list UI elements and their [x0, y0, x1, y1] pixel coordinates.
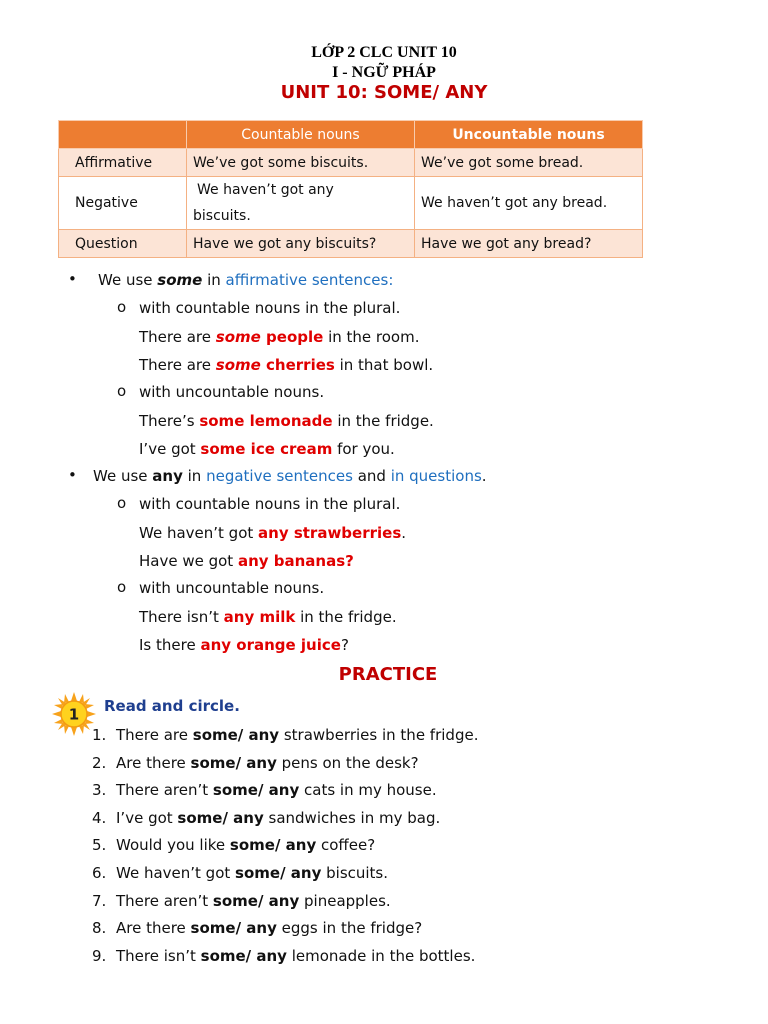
- table-cell: Question: [59, 230, 187, 258]
- sub-bullet-icon: o: [117, 494, 127, 512]
- exercise-number: 9.: [92, 946, 107, 965]
- example-line: [139, 607, 397, 627]
- text: There aren’t: [116, 891, 213, 910]
- text: in the fridge.: [295, 608, 397, 626]
- table-cell: [187, 177, 415, 230]
- text: in: [202, 271, 226, 289]
- text: pineapples.: [299, 891, 391, 910]
- text: in: [182, 467, 207, 485]
- practice-title: PRACTICE: [338, 664, 438, 685]
- keyword: some lemonade: [199, 412, 333, 430]
- example-line: [139, 551, 354, 571]
- table-header-cell: Countable nouns: [187, 121, 415, 149]
- keyword: people: [260, 328, 324, 346]
- exercise-number: 8.: [92, 919, 107, 938]
- keyword: some: [215, 328, 261, 346]
- table-cell-line: biscuits.: [193, 208, 251, 224]
- table-cell-line: We haven’t got any: [197, 182, 334, 198]
- example-line: [139, 411, 434, 431]
- table-cell: We haven’t got any bread.: [415, 177, 643, 230]
- text: We use: [98, 271, 158, 289]
- circle-choice[interactable]: some/ any: [177, 808, 264, 827]
- table-cell: Have we got any biscuits?: [187, 230, 415, 258]
- table-row: [59, 149, 643, 177]
- keyword: any: [152, 467, 183, 485]
- table-cell: We’ve got some biscuits.: [187, 149, 415, 177]
- page-title: UNIT 10: SOME/ ANY: [280, 82, 488, 103]
- exercise-number: 3.: [92, 781, 107, 800]
- text: Is there: [139, 636, 201, 654]
- any-sub-2: with uncountable nouns.: [139, 579, 325, 597]
- exercise-number: 1.: [92, 726, 107, 744]
- keyword: any bananas?: [237, 552, 354, 570]
- example-line: [139, 327, 419, 347]
- table-header-row: [59, 121, 643, 149]
- exercise-item: [92, 946, 475, 966]
- text: strawberries in the fridge.: [279, 726, 479, 744]
- exercise-number: 4.: [92, 808, 107, 827]
- text: coffee?: [316, 836, 376, 855]
- keyword: some: [157, 271, 203, 289]
- text: I’ve got: [139, 440, 201, 458]
- table-cell: Affirmative: [59, 149, 187, 177]
- text: sandwiches in my bag.: [263, 808, 441, 827]
- text: There are: [139, 328, 216, 346]
- text: We haven’t got: [116, 864, 236, 882]
- table-row: [59, 230, 643, 258]
- bullet-icon: •: [68, 270, 77, 288]
- exercise-instruction: Read and circle.: [104, 697, 240, 715]
- some-sub-1: with countable nouns in the plural.: [139, 299, 401, 317]
- text: in the fridge.: [332, 412, 434, 430]
- exercise-item: [92, 780, 437, 800]
- exercise-item: [92, 835, 375, 855]
- text: pens on the desk?: [276, 753, 419, 772]
- text: There isn’t: [139, 608, 224, 626]
- example-line: [139, 635, 349, 655]
- sub-bullet-icon: o: [117, 578, 127, 596]
- text: cats in my house.: [299, 781, 437, 800]
- example-line: [139, 523, 406, 543]
- text: ?: [340, 636, 349, 654]
- text: There’s: [139, 412, 200, 430]
- table-cell: Negative: [59, 177, 187, 230]
- keyword: cherries: [260, 356, 335, 374]
- exercise-number: 7.: [92, 891, 107, 910]
- text: biscuits.: [321, 864, 389, 882]
- circle-choice[interactable]: some/ any: [212, 781, 300, 800]
- circle-choice[interactable]: some/ any: [212, 891, 300, 910]
- text: eggs in the fridge?: [276, 919, 423, 938]
- header-line-1: LỚP 2 CLC UNIT 10: [311, 44, 457, 61]
- exercise-number: 6.: [92, 864, 107, 882]
- text: There isn’t: [116, 946, 201, 965]
- any-sub-1: with countable nouns in the plural.: [139, 495, 401, 513]
- text: Are there: [116, 753, 191, 772]
- text: Are there: [116, 919, 191, 938]
- circle-choice[interactable]: some/ any: [200, 946, 287, 965]
- text: in the room.: [323, 328, 420, 346]
- badge-number: 1: [68, 705, 80, 724]
- exercise-item: [92, 753, 419, 773]
- keyword: any milk: [223, 608, 296, 626]
- keyword: some ice cream: [200, 440, 333, 458]
- circle-choice[interactable]: some/ any: [235, 864, 322, 882]
- circle-choice[interactable]: some/ any: [192, 726, 280, 744]
- exercise-item: [92, 725, 478, 745]
- highlight: affirmative sentences:: [225, 271, 394, 289]
- bullet-icon: •: [68, 466, 77, 484]
- circle-choice[interactable]: some/ any: [229, 836, 317, 855]
- text: lemonade in the bottles.: [286, 946, 476, 965]
- exercise-item: [92, 808, 440, 828]
- text: .: [401, 524, 407, 542]
- text: in that bowl.: [334, 356, 434, 374]
- example-line: [139, 439, 395, 459]
- text: Would you like: [116, 836, 230, 855]
- some-intro: [98, 270, 393, 290]
- sub-bullet-icon: o: [117, 382, 127, 400]
- text: for you.: [332, 440, 395, 458]
- any-intro: [93, 466, 487, 486]
- exercise-item: [92, 863, 388, 883]
- table-header-cell: [59, 121, 187, 149]
- keyword: any strawberries: [258, 524, 402, 542]
- example-line: [139, 355, 433, 375]
- header-line-2: I - NGỮ PHÁP: [332, 64, 436, 81]
- text: and: [352, 467, 391, 485]
- text: There aren’t: [116, 781, 213, 800]
- text: I’ve got: [116, 808, 178, 827]
- text: There are: [139, 356, 216, 374]
- keyword: some: [215, 356, 261, 374]
- keyword: any orange juice: [200, 636, 341, 654]
- grammar-table: [58, 120, 643, 258]
- text: Have we got: [139, 552, 238, 570]
- some-sub-2: with uncountable nouns.: [139, 383, 325, 401]
- highlight: negative sentences: [206, 467, 353, 485]
- table-header-cell: Uncountable nouns: [415, 121, 643, 149]
- highlight: in questions: [390, 467, 482, 485]
- text: We use: [93, 467, 153, 485]
- sun-badge-icon: [52, 692, 96, 736]
- text: .: [481, 467, 487, 485]
- sub-bullet-icon: o: [117, 298, 127, 316]
- text: There are: [116, 726, 193, 744]
- table-cell: Have we got any bread?: [415, 230, 643, 258]
- exercise-item: [92, 918, 422, 938]
- text: We haven’t got: [139, 524, 259, 542]
- table-cell: We’ve got some bread.: [415, 149, 643, 177]
- exercise-number: 5.: [92, 836, 107, 855]
- circle-choice[interactable]: some/ any: [190, 919, 277, 938]
- exercise-number: 2.: [92, 753, 107, 772]
- table-row: [59, 177, 643, 230]
- circle-choice[interactable]: some/ any: [190, 753, 277, 772]
- exercise-item: [92, 891, 391, 911]
